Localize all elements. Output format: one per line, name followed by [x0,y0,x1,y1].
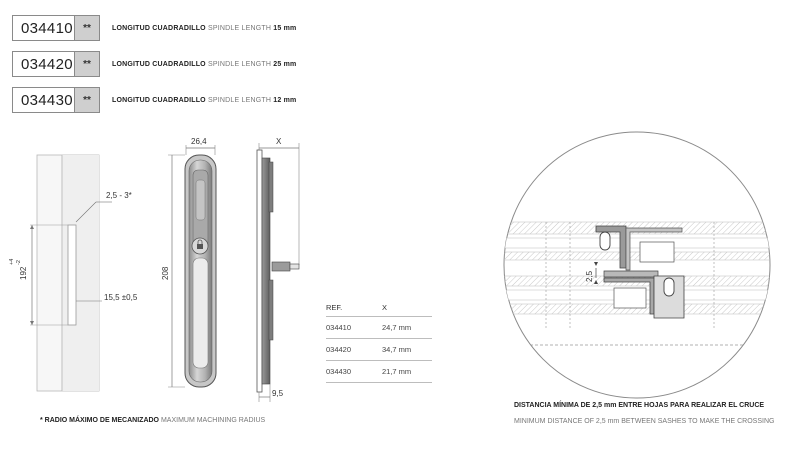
label-es: LONGITUD CUADRADILLO [112,96,206,104]
depth-label: 9,5 [272,389,284,398]
label-en: SPINDLE LENGTH [207,96,272,104]
table-row [326,339,432,361]
offset-label: 15,5 ±0,5 [104,293,138,302]
x-label: X [276,137,282,146]
gap-label: 2,5 [585,270,594,282]
spindle-length: 15 mm [273,24,297,32]
table-cell-ref: 034430 [326,361,382,383]
tolerance-plus: +4 [9,258,15,265]
crossing-detail [500,132,800,398]
label-en: SPINDLE LENGTH [207,24,272,32]
machining-range-label: 2,5 - 3* [106,191,132,200]
label-es: LONGITUD CUADRADILLO [112,60,206,68]
width-label: 26,4 [191,137,207,146]
column-header-ref: REF. [326,298,382,317]
handle-front-view [168,145,216,387]
crossing-distance-note-en: MINIMUM DISTANCE OF 2,5 mm BETWEEN SASHES TO MAKE THE CROSSING [514,418,775,425]
table-cell-x: 21,7 mm [382,361,432,383]
column-header-x: X [382,298,432,317]
crossing-distance-note-es: DISTANCIA MÍNIMA DE 2,5 mm ENTRE HOJAS PARA REALIZAR EL CRUCE [514,402,765,409]
table-header-row [326,298,432,317]
label-en: SPINDLE LENGTH [207,60,272,68]
tolerance-minus: -2 [16,260,22,265]
reference-code: 034410 [21,19,73,37]
spindle-length: 25 mm [273,60,297,68]
label-es: LONGITUD CUADRADILLO [112,24,206,32]
table-row [326,317,432,339]
spindle-length: 12 mm [273,96,297,104]
note-radius-en: MAXIMUM MACHINING RADIUS [160,417,266,424]
reference-code: 034430 [21,91,73,109]
reference-stars: ** [74,16,99,40]
machining-radius-note [40,417,265,424]
note-radius-es: * RADIO MÁXIMO DE MECANIZADO [40,417,159,424]
reference-code: 034420 [21,55,73,73]
table-cell-ref: 034410 [326,317,382,339]
reference-stars: ** [74,88,99,112]
machining-profile-view [30,155,112,391]
handle-side-view [257,143,299,402]
spindle-table [326,298,432,383]
table-row [326,361,432,383]
table-cell-ref: 034420 [326,339,382,361]
table-cell-x: 24,7 mm [382,317,432,339]
reference-stars: ** [74,52,99,76]
height-label: 208 [161,266,170,280]
table-cell-x: 34,7 mm [382,339,432,361]
height-left-label: 192 [19,266,28,280]
